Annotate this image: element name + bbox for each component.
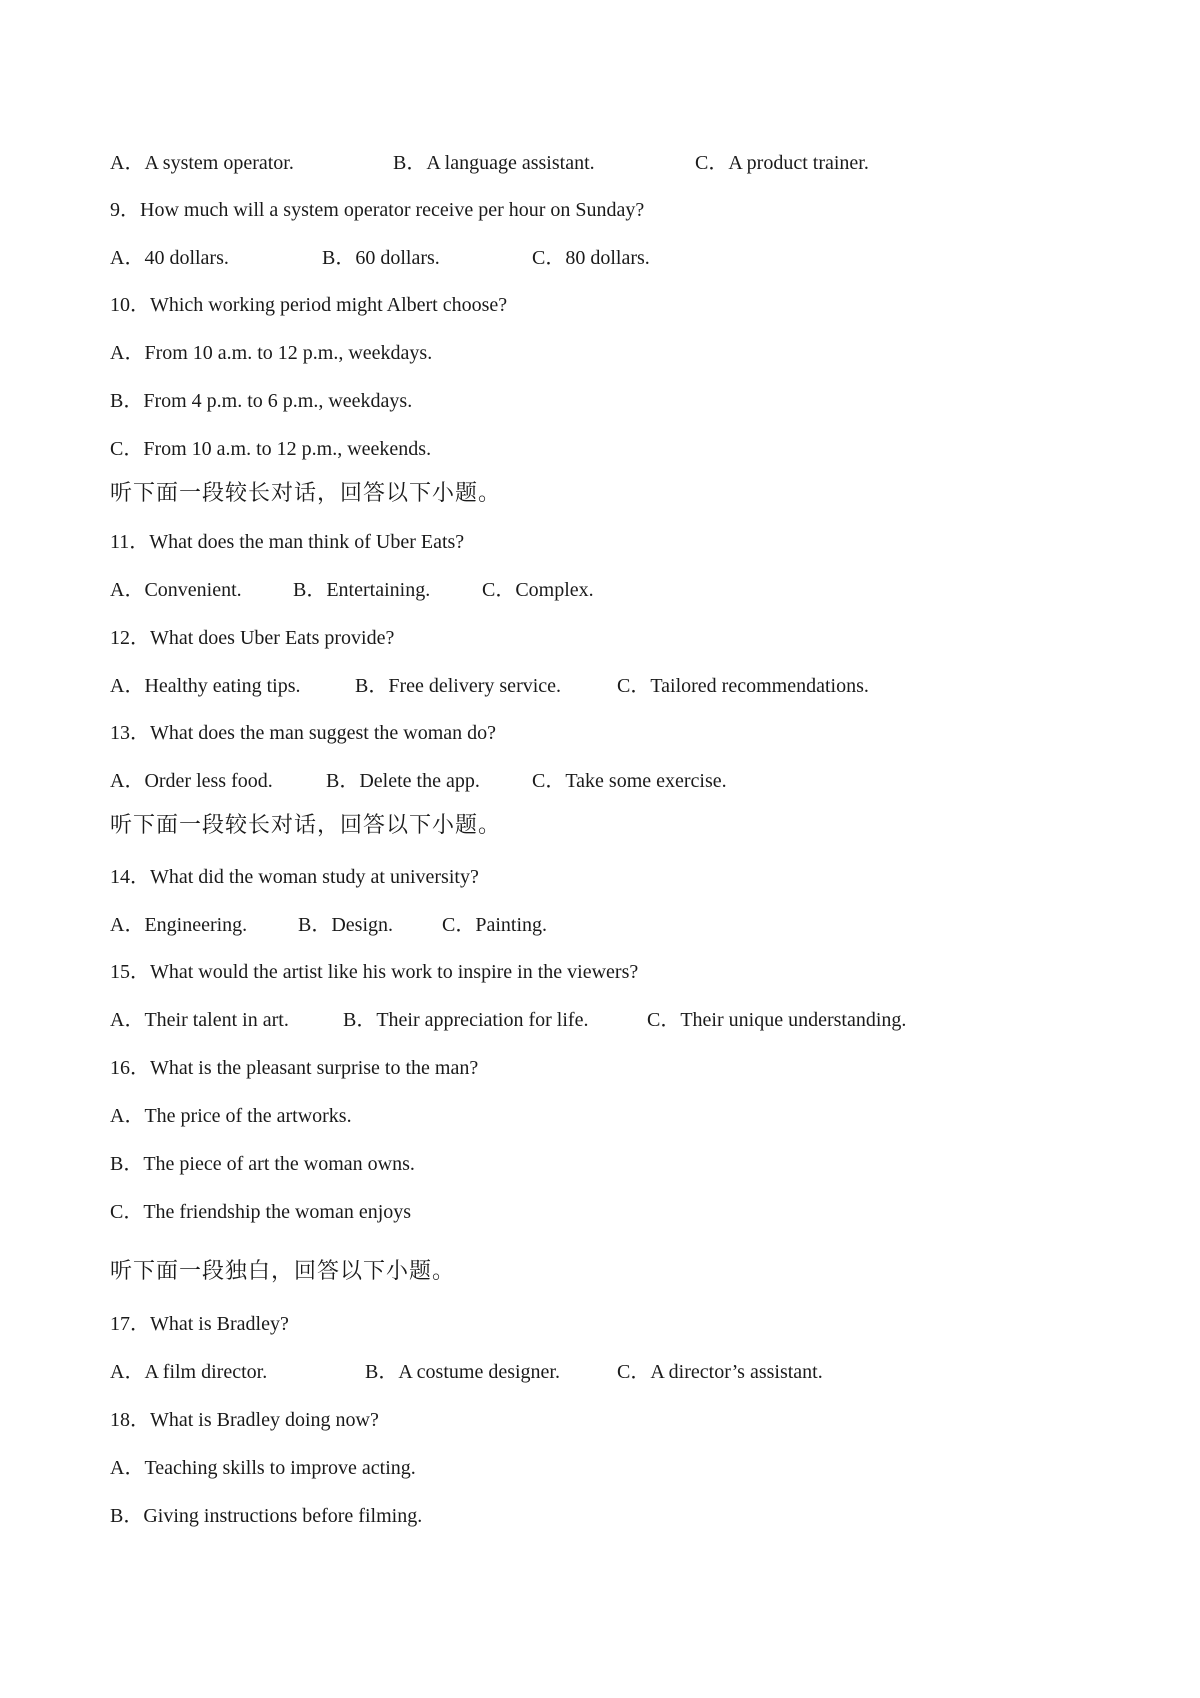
q17-option-c: C．A director’s assistant.: [617, 1361, 823, 1383]
q9-question: 9．How much will a system operator receive per hour on Sunday?: [110, 199, 645, 221]
q15-option-c: C．Their unique understanding.: [647, 1009, 907, 1031]
q15-option-b: B．Their appreciation for life.: [343, 1009, 589, 1031]
q18-option-b: B．Giving instructions before filming.: [110, 1505, 423, 1527]
q14-option-b: B．Design.: [298, 914, 393, 936]
q13-option-b: B．Delete the app.: [326, 770, 480, 792]
q11-option-b: B．Entertaining.: [293, 579, 431, 601]
q18-question: 18．What is Bradley doing now?: [110, 1409, 379, 1431]
q17-question: 17．What is Bradley?: [110, 1313, 289, 1335]
section-heading-long-dialogue: 听下面一段较长对话，回答以下小题。: [110, 481, 502, 506]
q16-option-c: C．The friendship the woman enjoys: [110, 1201, 412, 1223]
q12-option-c: C．Tailored recommendations.: [617, 675, 869, 697]
q10-option-c: C．From 10 a.m. to 12 p.m., weekends.: [110, 438, 432, 460]
q10-option-b: B．From 4 p.m. to 6 p.m., weekdays.: [110, 390, 413, 412]
q13-option-a: A．Order less food.: [110, 770, 273, 792]
q11-question: 11．What does the man think of Uber Eats?: [110, 531, 465, 553]
q16-question: 16．What is the pleasant surprise to the man?: [110, 1057, 479, 1079]
q13-option-c: C．Take some exercise.: [532, 770, 727, 792]
q17-option-b: B．A costume designer.: [365, 1361, 560, 1383]
q16-option-a: A．The price of the artworks.: [110, 1105, 352, 1127]
q9-option-b: B．60 dollars.: [322, 247, 440, 269]
section-heading-monologue: 听下面一段独白，回答以下小题。: [110, 1259, 456, 1284]
q11-option-a: A．Convenient.: [110, 579, 242, 601]
q14-option-a: A．Engineering.: [110, 914, 248, 936]
q12-option-b: B．Free delivery service.: [355, 675, 562, 697]
q15-question: 15．What would the artist like his work to inspire in the viewers?: [110, 961, 639, 983]
q10-option-a: A．From 10 a.m. to 12 p.m., weekdays.: [110, 342, 433, 364]
q15-option-a: A．Their talent in art.: [110, 1009, 289, 1031]
q17-option-a: A．A film director.: [110, 1361, 268, 1383]
q8-option-b: B．A language assistant.: [393, 152, 595, 174]
q9-option-c: C．80 dollars.: [532, 247, 650, 269]
q8-option-a: A．A system operator.: [110, 152, 294, 174]
q11-option-c: C．Complex.: [482, 579, 594, 601]
q13-question: 13．What does the man suggest the woman do?: [110, 722, 497, 744]
q18-option-a: A．Teaching skills to improve acting.: [110, 1457, 416, 1479]
q12-question: 12．What does Uber Eats provide?: [110, 627, 395, 649]
q8-option-c: C．A product trainer.: [695, 152, 869, 174]
q9-option-a: A．40 dollars.: [110, 247, 229, 269]
q14-option-c: C．Painting.: [442, 914, 548, 936]
q16-option-b: B．The piece of art the woman owns.: [110, 1153, 415, 1175]
q12-option-a: A．Healthy eating tips.: [110, 675, 301, 697]
section-heading-long-dialogue: 听下面一段较长对话，回答以下小题。: [110, 813, 502, 838]
q10-question: 10．Which working period might Albert choose?: [110, 294, 508, 316]
q14-question: 14．What did the woman study at university?: [110, 866, 479, 888]
